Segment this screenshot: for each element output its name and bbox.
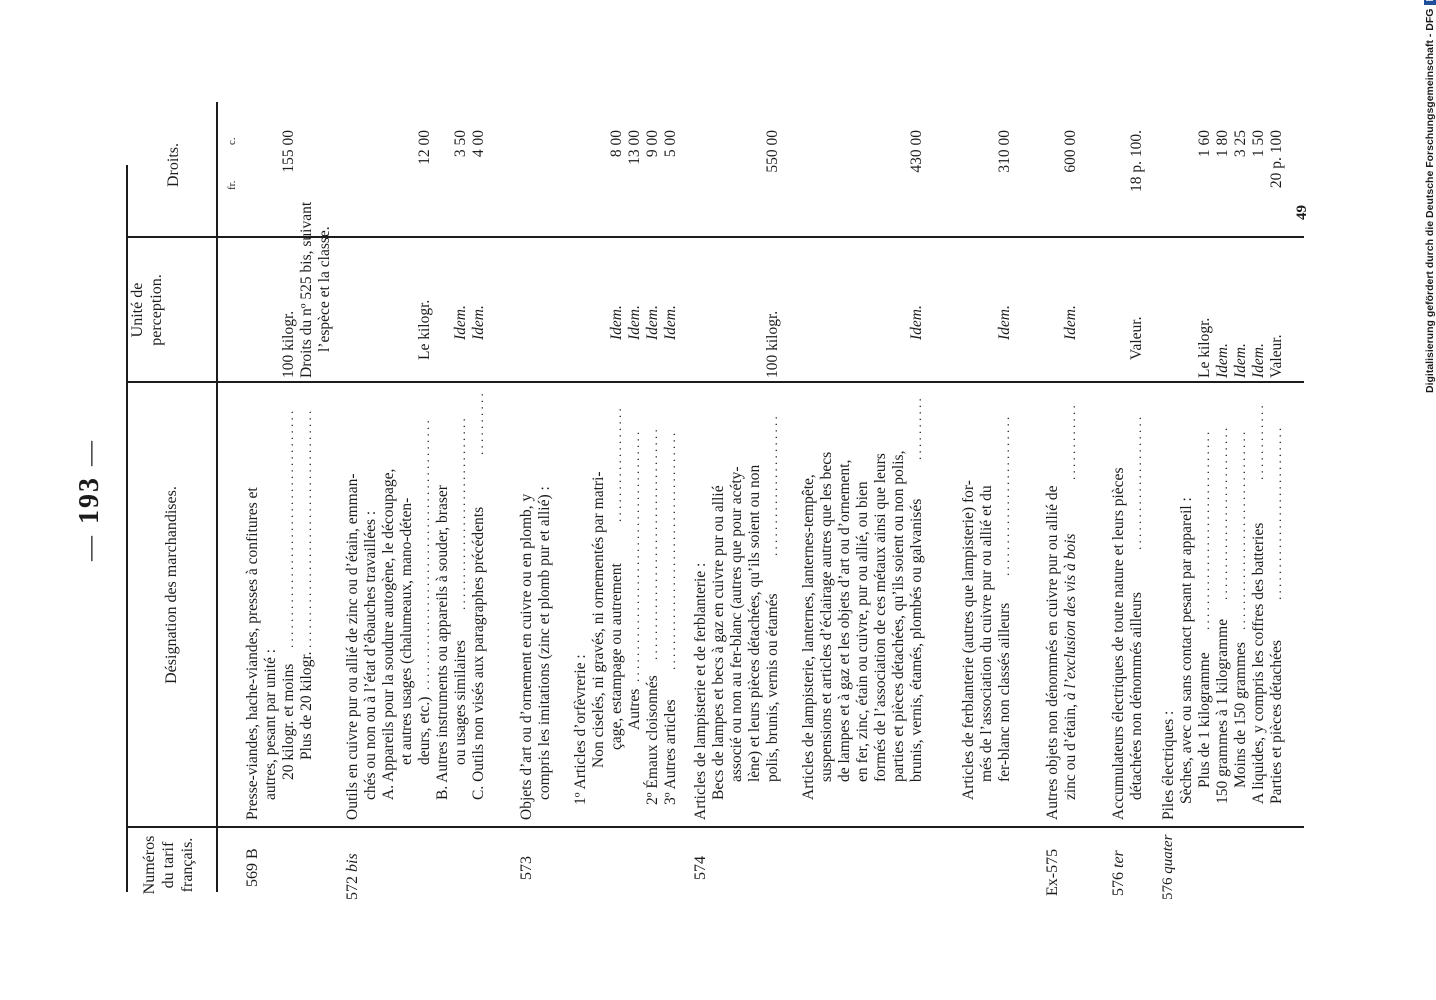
designation-line: Moins de 150 grammes bbox=[1232, 642, 1249, 788]
duty: 3 25 bbox=[1232, 130, 1249, 158]
designation-line: lène) et leurs pièces détachées, qu’ils soient ou non bbox=[746, 464, 763, 782]
leader-dots: . . . . . . . . . . . . . . . . . . . . . . . . . . . . . . . . . . . . . bbox=[663, 432, 678, 670]
designation-line: 1º Articles d’orfèvrerie : bbox=[572, 654, 589, 805]
unit: Idem. bbox=[1250, 343, 1267, 378]
duty: 18 p. 100. bbox=[1128, 130, 1145, 192]
designation-line: Sèches, avec ou sans contact pesant par appareil : bbox=[1178, 497, 1195, 804]
tariff-number: 576 quater bbox=[1160, 834, 1176, 900]
leader-dots: . . . . . . . . . . . . . . . . . . . . . . . . . . . . . . bbox=[453, 418, 468, 610]
dfg-logo bbox=[1424, 0, 1436, 5]
duty: 12 00 bbox=[416, 130, 433, 165]
designation-line: fer-blanc non classés ailleurs bbox=[996, 602, 1013, 782]
designation-line: autres, pesant par unité : bbox=[262, 648, 279, 800]
tariff-number: 573 bbox=[518, 856, 535, 880]
duty: 5 00 bbox=[662, 130, 679, 158]
unit: Idem. bbox=[1232, 343, 1249, 378]
duty: 430 00 bbox=[908, 130, 925, 173]
designation-line: ou usages similaires bbox=[452, 640, 469, 765]
leader-dots: . . . . . . . . . . . . . . . . . . . . . . bbox=[765, 416, 780, 556]
designation-line: Articles de lampisterie, lanternes, lanternes-tempête, bbox=[800, 474, 817, 800]
designation-line: polis, brunis, vernis ou étamés bbox=[764, 593, 781, 782]
dfg-notice: Digitalisierung gefördert durch die Deutsche Forschungsgemeinschaft - DFG bbox=[1424, 0, 1436, 393]
designation-line: Autres objets non dénommés en cuivre pur ou allié de bbox=[1044, 485, 1061, 820]
leader-dots: . . . . . . . . . . . . . . . . . . . . . . . . . . . . . . . . . . . . . bbox=[281, 410, 296, 648]
leader-dots: . . . . . . . . . . . . . . . . . . . . . bbox=[1129, 416, 1144, 550]
duty: 550 00 bbox=[764, 130, 781, 173]
header-droits: Droits. bbox=[165, 143, 182, 187]
designation-line: Piles électriques : bbox=[1160, 710, 1177, 820]
designation-line: A liquides, y compris les coffres des batteries bbox=[1250, 522, 1267, 804]
unit: Idem. bbox=[470, 305, 487, 340]
signature-mark: 49 bbox=[1294, 205, 1310, 220]
leader-dots: . . . . . . . . . . . . . . . . . . . . . . . . . . . . . . . . . . . . . . . bbox=[627, 431, 642, 682]
designation-line: associé ou non au fer-blanc (autres que pour acéty- bbox=[728, 466, 745, 782]
unit: Idem. bbox=[608, 305, 625, 340]
leader-dots: . . . . . . . . . . . . . . . . . . bbox=[609, 408, 624, 522]
designation-line: 20 kilogr. et moins bbox=[280, 663, 297, 780]
tariff-number: 576 ter bbox=[1110, 850, 1127, 896]
leader-dots: . . . . . . . . . . . . . . . . . . . . . . . . . . . . . . . bbox=[1197, 431, 1212, 630]
designation-line: Plus de 1 kilogramme bbox=[1196, 652, 1213, 788]
leader-dots: . . . . . . . . . . . . bbox=[1063, 405, 1078, 480]
unit: 100 kilogr. bbox=[764, 310, 781, 378]
designation-line: de lampes et à gaz et les objets d’art ou d’ornement, bbox=[836, 459, 853, 782]
duty: 20 p. 100 bbox=[1268, 130, 1285, 189]
duty: 1 80 bbox=[1214, 130, 1231, 158]
designation-line: brunis, vernis, étamés, plombés ou galvanisés bbox=[908, 498, 925, 782]
table-header-rule bbox=[216, 102, 218, 892]
designation-line: Parties et pièces détachées bbox=[1268, 640, 1285, 804]
designation-line: Plus de 20 kilogr. bbox=[298, 651, 315, 760]
designation-line: més de l’association du cuivre pur ou allié et du bbox=[978, 485, 995, 782]
designation-line: C. Outils non visés aux paragraphes précédents bbox=[470, 506, 487, 800]
designation-line: Articles de ferblanterie (autres que lampisterie) for- bbox=[960, 480, 977, 800]
leader-dots: . . . . . . . . . . . . . . . . . . . . . . . . . . . bbox=[1269, 427, 1284, 600]
unit: Le kilogr. bbox=[1196, 317, 1213, 378]
leader-dots: . . . . . . . . . . . . . . . . . . . . . . . . . bbox=[997, 416, 1012, 576]
unit: Idem. bbox=[626, 305, 643, 340]
leader-dots: . . . . . . . . . . bbox=[909, 398, 924, 460]
leader-dots: . . . . . . . . . . . . . . . . . . . . . . . . . . . . . . . . . . . . . bbox=[299, 410, 314, 648]
duty: 13 00 bbox=[626, 130, 643, 165]
designation-line: Accumulateurs électriques de toute nature et leurs pièces bbox=[1110, 467, 1127, 820]
unit: Idem. bbox=[996, 305, 1013, 340]
duty: 4 00 bbox=[470, 130, 487, 158]
tariff-number: 574 bbox=[692, 856, 709, 880]
leader-dots: . . . . . . . . . . . . . . . . . . . . . . . . . . . . . . . bbox=[1233, 431, 1248, 630]
designation-line: A. Appareils pour la soudure autogène, le découpage, bbox=[380, 468, 397, 800]
tariff-number: 572 bis bbox=[344, 853, 361, 900]
leader-dots: . . . . . . . . . . bbox=[471, 393, 486, 455]
designation-line: Non ciselés, ni gravés, ni ornementés par matri- bbox=[590, 471, 607, 768]
unit: Idem. bbox=[908, 305, 925, 340]
duty: 8 00 bbox=[608, 130, 625, 158]
unit: Le kilogr. bbox=[416, 299, 433, 360]
designation-line: çage, estampage ou autrement bbox=[608, 563, 625, 750]
unit: Idem. bbox=[1062, 305, 1079, 340]
unit: Valeur. bbox=[1128, 316, 1145, 360]
designation-line: Becs de lampes et becs à gaz en cuivre pur ou allié bbox=[710, 485, 727, 800]
currency-centimes: c. bbox=[226, 137, 238, 145]
designation-line: et autres usages (chalumeaux, mano-déten- bbox=[398, 497, 415, 765]
designation-line: Presse-viandes, hache-viandes, presses à confitures et bbox=[244, 487, 261, 820]
duty: 600 00 bbox=[1062, 130, 1079, 173]
designation-line: chés ou non ou à l’état d’ébauches travaillées : bbox=[362, 510, 379, 800]
leader-dots: . . . . . . . . . . . . . . . . . . . . . . . . . . . . . . . . . . . . bbox=[645, 429, 660, 660]
designation-line: 2º Émaux cloisonnés bbox=[644, 675, 661, 805]
leader-dots: . . . . . . . . . . . . bbox=[1251, 405, 1266, 480]
header-designation: Désignation des marchandises. bbox=[163, 486, 180, 684]
designation-line: Autres bbox=[626, 688, 643, 730]
page-number: —193— bbox=[74, 439, 105, 561]
header-numeros: Numéros du tarif français. bbox=[141, 835, 196, 895]
designation-line: formés de l’association de ces métaux ainsi que leurs bbox=[872, 453, 889, 782]
designation-line: Objets d’art ou d’ornement en cuivre ou en plomb, y bbox=[518, 493, 535, 820]
unit: Idem. bbox=[644, 305, 661, 340]
designation-line: Articles de lampisterie et de ferblanterie : bbox=[692, 562, 709, 820]
unit: Droits du nº 525 bis, suivant bbox=[298, 201, 315, 378]
designation-line: en fer, zinc, étain ou cuivre, pur ou allié, ou bien bbox=[854, 481, 871, 782]
column-rule-1 bbox=[126, 826, 1304, 828]
unit: l’espèce et la classe. bbox=[316, 226, 333, 352]
unit: Valeur. bbox=[1268, 334, 1285, 378]
designation-line: parties et pièces détachées, qu’ils soient ou non polis, bbox=[890, 450, 907, 782]
leader-dots: . . . . . . . . . . . . . . . . . . . . . . . . . . . bbox=[1215, 427, 1230, 600]
unit: Idem. bbox=[662, 305, 679, 340]
duty: 9 00 bbox=[644, 130, 661, 158]
designation-line: suspensions et articles d’éclairage autres que les becs bbox=[818, 451, 835, 782]
designation-line: Outils en cuivre pur ou allié de zinc ou d’étain, emman- bbox=[344, 473, 361, 820]
tariff-number: Ex-575 bbox=[1044, 848, 1061, 896]
header-unite: Unité de perception. bbox=[129, 274, 165, 346]
designation-line: 3º Autres articles bbox=[662, 699, 679, 805]
duty: 1 60 bbox=[1196, 130, 1213, 158]
designation-line: deurs, etc.) bbox=[416, 696, 433, 765]
currency-francs: fr. bbox=[226, 180, 238, 190]
duty: 1 50 bbox=[1250, 130, 1267, 158]
tariff-number: 569 B bbox=[244, 848, 261, 887]
duty: 155 00 bbox=[280, 130, 297, 173]
duty: 310 00 bbox=[996, 130, 1013, 173]
duty: 3 50 bbox=[452, 130, 469, 158]
designation-line: compris les imitations (zinc et plomb pur et allié) : bbox=[536, 486, 553, 800]
unit: Idem. bbox=[452, 305, 469, 340]
column-rule-2 bbox=[126, 381, 1304, 383]
designation-line: 150 grammes à 1 kilogramme bbox=[1214, 618, 1231, 804]
designation-line: détachées non dénommés ailleurs bbox=[1128, 592, 1145, 800]
unit: 100 kilogr. bbox=[280, 310, 297, 378]
designation-line: zinc ou d’étain, à l’exclusion des vis à bois bbox=[1062, 533, 1079, 800]
leader-dots: . . . . . . . . . . . . . . . . . . . . . . . . . . . . . . . . . . . . . . . . . . bbox=[417, 420, 432, 690]
unit: Idem. bbox=[1214, 343, 1231, 378]
designation-line: B. Autres instruments ou appareils à souder, braser bbox=[434, 485, 451, 800]
